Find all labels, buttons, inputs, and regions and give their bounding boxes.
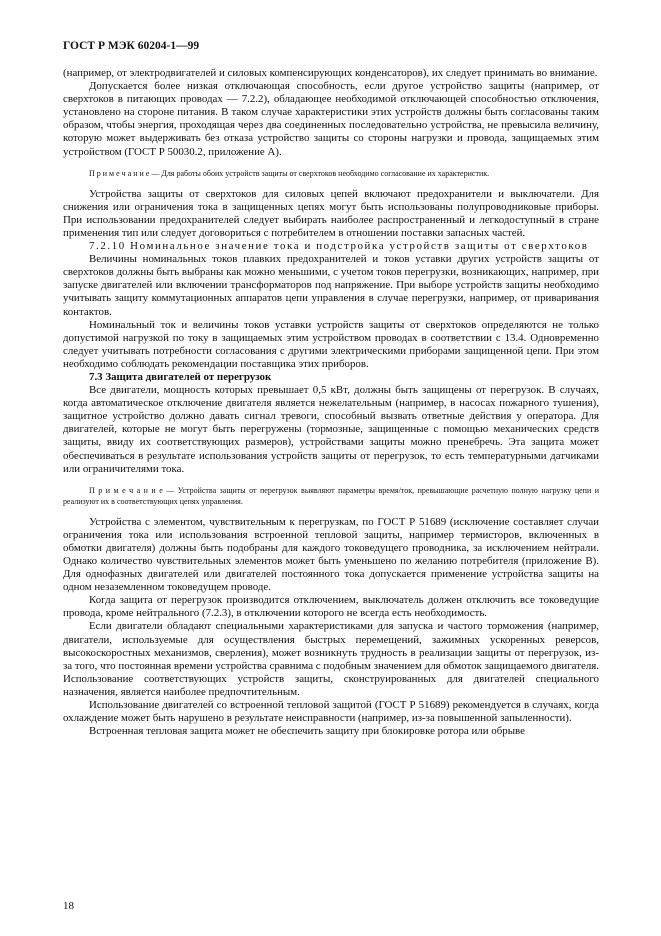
section-heading-7-2-10: 7.2.10 Номинальное значение тока и подстройка устройств защиты от сверхтоков (89, 240, 589, 253)
paragraph: Если двигатели обладают специальными характеристиками для запуска и частого торможения (например, двигатели, используемые для осуществления быстрых перемещений, зажимных ускоренных реверсов, высокоскоростных механизмов, сверления), может возникнуть трудность в реализации защиты от перегрузок, из-за того, что постоянная времени устройства сравнима с подобным значением для обмоток защищаемого двигателя. Использование соответствующих устройств защиты, сконструированных для двигателей специального назначения, является наиболее предпочтительным. (63, 620, 599, 698)
paragraph: Использование двигателей со встроенной тепловой защитой (ГОСТ Р 51689) рекомендуется в случаях, когда охлаждение может быть нарушено в результате неисправности (например, из-за повышенной запыленности). (63, 699, 599, 725)
note: П р и м е ч а н и е — Устройства защиты от перегрузок выявляют параметры время/ток, превышающие расчетную полную нагрузку цепи и реализуют их в соответствующих цепях управления. (63, 485, 599, 506)
note: П р и м е ч а н и е — Для работы обоих устройств защиты от сверхтоков необходимо согласование их характеристик. (89, 168, 490, 178)
document-header: ГОСТ Р МЭК 60204-1—99 (63, 40, 200, 52)
document-body (63, 67, 599, 738)
paragraph: Величины номинальных токов плавких предохранителей и токов уставки других устройств защиты от сверхтоков должны быть выбраны как можно меньшими, с учетом токов перегрузки, возникающих, например, при запуске двигателей или включении трансформаторов под напряжение. При выборе устройств защиты необходимо учитывать защиту коммутационных аппаратов цепи управления в случае перегрузки, например, от приваривания контактов. (63, 253, 599, 318)
paragraph: Номинальный ток и величины токов уставки устройств защиты от сверхтоков определяются не только допустимой нагрузкой по току в защищаемых этим устройством проводах в соответствии с 13.4. Одновременно следует учитывать потребности согласования с другими электрическими приборами защищенной цепи. При этом необходимо соблюдать рекомендации поставщика этих приборов. (63, 318, 599, 370)
paragraph: (например, от электродвигателей и силовых компенсирующих конденсаторов), их следует принимать во внимание. (63, 67, 598, 79)
paragraph: Встроенная тепловая защита может не обеспечить защиту при блокировке ротора или обрыве (89, 725, 525, 738)
paragraph: Устройства защиты от сверхтоков для силовых цепей включают предохранители и выключатели. Для снижения или ограничения тока в защищенных цепях могут быть использованы полупроводниковые приборы. При использовании предохранителей следует выбирать наиболее распространенный и легкодоступный в стране применения тип или следует договориться с потребителем в отношении поставки запасных частей. (63, 187, 599, 239)
paragraph: Допускается более низкая отключающая способность, если другое устройство защиты (например, от сверхтоков в питающих проводах — 7.2.2), обладающее необходимой отключающей способностью отключения, установлено на стороне питания. В таком случае характеристики этих устройств должны быть согласованы таким образом, чтобы энергия, проходящая через два соединенных последовательно устройства, не превысила величину, которую может выдерживать без отказа устройство защиты со стороны нагрузки и провода, защищаемых этим устройством (ГОСТ Р 50030.2, приложение А). (63, 80, 599, 158)
page-number: 18 (63, 900, 74, 912)
paragraph: Устройства с элементом, чувствительным к перегрузкам, по ГОСТ Р 51689 (исключение составляет случаи ограничения тока или использования встроенной тепловой защиты, например термисторов, включенных в обмотки двигателя) должны быть подобраны для каждого токоведущего проводника, за исключением нейтрали. Однако количество чувствительных элементов может быть уменьшено по желанию потребителя (приложение В). Для однофазных двигателей или двигателей постоянного тока допускается применение устройства защиты на одном незаземленном токоведущем проводе. (63, 515, 599, 594)
paragraph: Когда защита от перегрузок производится отключением, выключатель должен отключить все токоведущие провода, кроме нейтрального (7.2.3), в отключении которого не всегда есть необходимость. (63, 594, 599, 620)
section-heading-7-3: 7.3 Защита двигателей от перегрузок (89, 370, 272, 383)
paragraph: Все двигатели, мощность которых превышает 0,5 кВт, должны быть защищены от перегрузок. В случаях, когда автоматическое отключение двигателя является нежелательным (например, в насосах пожарного тушения), защитное устройство должно давать сигнал тревоги, способный вызвать ответные действия у оператора. Для двигателей, которые не могут быть перегружены (тормозные, защищенные с помощью механических средств защиты, ввиду их соответствующих размеров), устройствами защиты можно пренебречь. Эта защита может обеспечиваться в результате использования устройств защиты от перегрузок, то есть температурными датчиками или ограничителями тока. (63, 384, 599, 475)
